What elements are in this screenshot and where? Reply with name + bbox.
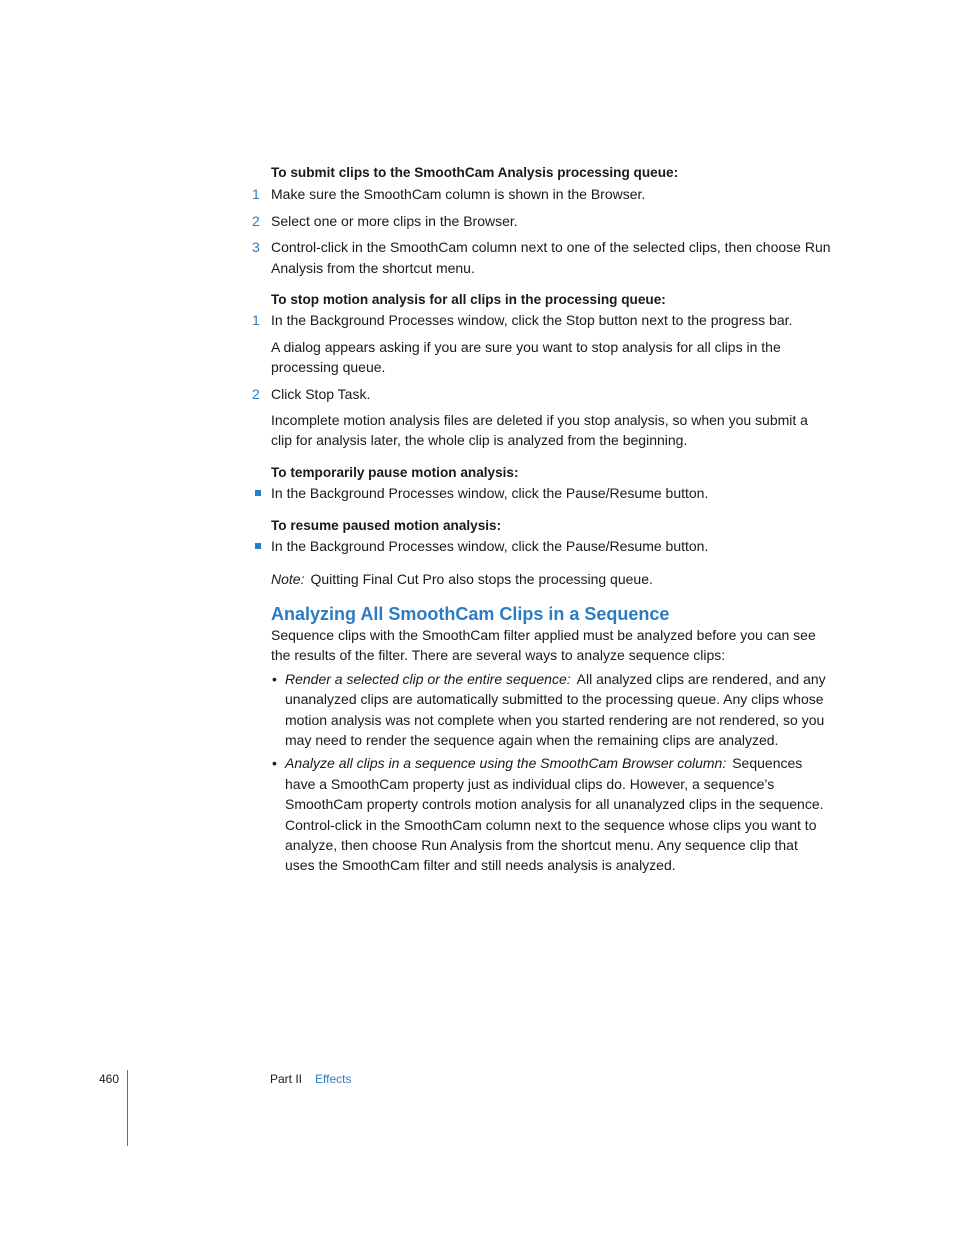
- part-label: Part II: [270, 1072, 303, 1086]
- bullet-text: In the Background Processes window, click the Pause/Resume button.: [271, 485, 709, 502]
- stop-step-1-result: A dialog appears asking if you are sure you want to stop analysis for all clips in the processing queue.: [271, 338, 781, 376]
- note-label: Note:: [271, 570, 305, 587]
- note-text: Quitting Final Cut Pro also stops the processing queue.: [310, 570, 653, 587]
- stop-step-2: [252, 384, 831, 404]
- item-text: Sequences have a SmoothCam property just as individual clips do. However, a sequence’s SmoothCam property controls motion analysis for all unanalyzed clips in the sequence. Control-click in the SmoothCam column next to the sequence whose clips you want to analyze, then choose Run Analysis from the shortcut menu. Any sequence clip that uses the SmoothCam filter and still needs analysis is analyzed.: [285, 755, 824, 874]
- step-text: In the Background Processes window, click the Stop button next to the progress bar.: [271, 312, 793, 329]
- section-intro: Sequence clips with the SmoothCam filter applied must be analyzed before you can see the results of the filter. There are several ways to analyze sequence clips:: [271, 626, 816, 664]
- step-number: 1: [252, 186, 260, 203]
- bullet-mark: •: [272, 670, 277, 687]
- task-heading-submit: To submit clips to the SmoothCam Analysis processing queue:: [271, 165, 679, 180]
- submit-step-3: [252, 237, 831, 278]
- item-lead-in: Render a selected clip or the entire sequence:: [285, 670, 571, 687]
- footer-divider: [127, 1070, 128, 1146]
- step-number: 2: [252, 385, 260, 402]
- bullet-text: In the Background Processes window, click the Pause/Resume button.: [271, 538, 709, 555]
- step-number: 1: [252, 312, 260, 329]
- step-number: 3: [252, 239, 260, 256]
- note: [271, 569, 831, 589]
- bullet-mark: •: [272, 755, 277, 772]
- stop-step-1: [252, 310, 831, 330]
- pause-bullet: [271, 483, 831, 503]
- page-content: [252, 163, 831, 876]
- square-bullet-icon: [255, 490, 261, 496]
- method-list: [271, 669, 831, 876]
- step-text: Make sure the SmoothCam column is shown in the Browser.: [271, 186, 646, 203]
- part-title: Effects: [315, 1072, 352, 1086]
- list-item: [271, 753, 831, 875]
- resume-bullet: [271, 536, 831, 556]
- stop-step-2-result: Incomplete motion analysis files are deleted if you stop analysis, so when you submit a clip for analysis later, the whole clip is analyzed from the beginning.: [271, 412, 808, 449]
- square-bullet-icon: [255, 543, 261, 549]
- step-text: Control-click in the SmoothCam column next to one of the selected clips, then choose Run Analysis from the shortcut menu.: [271, 239, 831, 276]
- task-heading-pause: To temporarily pause motion analysis:: [271, 464, 519, 480]
- item-lead-in: Analyze all clips in a sequence using the SmoothCam Browser column:: [285, 755, 727, 772]
- step-text: Click Stop Task.: [271, 385, 371, 402]
- item-text: All analyzed clips are rendered, and any unanalyzed clips are automatically submitted to the processing queue. Any clips whose motion analysis was not complete when you started rendering are not rendered, so you may need to render the sequence again when the remaining clips are analyzed.: [285, 670, 826, 748]
- page-number: 460: [99, 1072, 120, 1086]
- step-text: Select one or more clips in the Browser.: [271, 212, 518, 229]
- task-heading-resume: To resume paused motion analysis:: [271, 517, 502, 533]
- submit-step-1: [252, 184, 831, 204]
- section-heading: Analyzing All SmoothCam Clips in a Sequence: [271, 603, 670, 624]
- submit-step-2: [252, 211, 831, 231]
- list-item: [271, 669, 831, 751]
- step-number: 2: [252, 212, 260, 229]
- task-heading-stop: To stop motion analysis for all clips in the processing queue:: [271, 292, 666, 308]
